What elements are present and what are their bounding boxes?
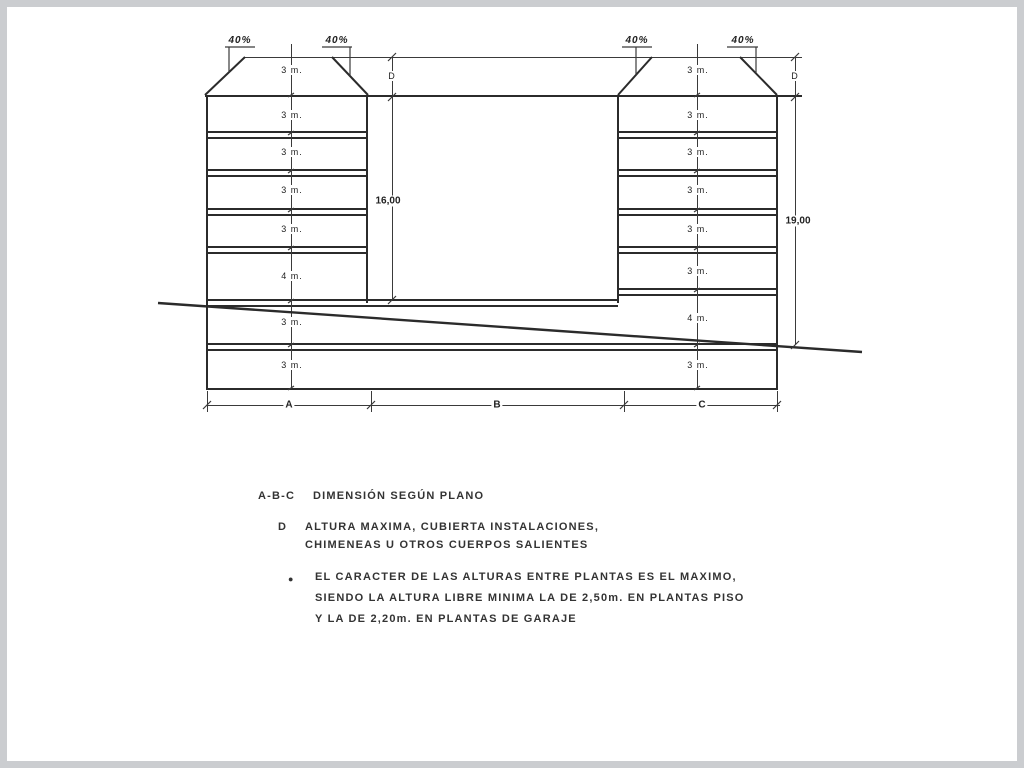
grade-line bbox=[158, 303, 862, 352]
floor-height-label: 4 m. bbox=[281, 271, 303, 281]
left-roof-left-slope bbox=[205, 57, 245, 95]
legend-d-term: D bbox=[278, 521, 288, 533]
legend-abc-definition: DIMENSIÓN SEGÚN PLANO bbox=[313, 490, 485, 502]
floor-height-label: 3 m. bbox=[281, 185, 303, 195]
note-line3: Y LA DE 2,20m. EN PLANTAS DE GARAJE bbox=[315, 613, 577, 625]
legend-d-definition-line1: ALTURA MAXIMA, CUBIERTA INSTALACIONES, bbox=[305, 521, 600, 533]
roof-dim-label: D bbox=[791, 71, 799, 81]
roof-dim-label: D bbox=[388, 71, 396, 81]
width-c-label: C bbox=[698, 399, 706, 411]
floor-height-label: 3 m. bbox=[281, 360, 303, 370]
note-line1: EL CARACTER DE LAS ALTURAS ENTRE PLANTAS ES EL MAXIMO, bbox=[315, 571, 737, 583]
floor-height-label: 3 m. bbox=[281, 317, 303, 327]
right-roof-left-slope bbox=[618, 57, 652, 95]
upper-height-dim-label: 16,00 bbox=[375, 195, 401, 207]
floor-height-label: 3 m. bbox=[281, 65, 303, 75]
floor-height-label: 3 m. bbox=[687, 224, 709, 234]
width-a-label: A bbox=[285, 399, 293, 411]
total-height-dim-label: 19,00 bbox=[785, 215, 811, 227]
diagonal-linework bbox=[7, 7, 1017, 761]
floor-height-label: 3 m. bbox=[687, 147, 709, 157]
right-roof-right-slope bbox=[740, 57, 777, 95]
legend-d-definition-line2: CHIMENEAS U OTROS CUERPOS SALIENTES bbox=[305, 539, 589, 551]
floor-height-label: 3 m. bbox=[281, 110, 303, 120]
floor-height-label: 3 m. bbox=[281, 147, 303, 157]
legend-abc-term: A-B-C bbox=[258, 490, 296, 502]
roof-slope-label: 40% bbox=[731, 35, 755, 46]
drawing-sheet bbox=[7, 7, 1017, 761]
width-b-label: B bbox=[493, 399, 501, 411]
floor-height-label: 3 m. bbox=[281, 224, 303, 234]
floor-height-label: 3 m. bbox=[687, 360, 709, 370]
floor-height-label: 3 m. bbox=[687, 185, 709, 195]
floor-height-label: 3 m. bbox=[687, 266, 709, 276]
floor-height-label: 4 m. bbox=[687, 313, 709, 323]
roof-slope-label: 40% bbox=[228, 35, 252, 46]
note-bullet-icon: ● bbox=[288, 574, 294, 584]
floor-height-label: 3 m. bbox=[687, 65, 709, 75]
roof-slope-label: 40% bbox=[325, 35, 349, 46]
note-line2: SIENDO LA ALTURA LIBRE MINIMA LA DE 2,50m. EN PLANTAS PISO bbox=[315, 592, 745, 604]
roof-slope-label: 40% bbox=[625, 35, 649, 46]
floor-height-label: 3 m. bbox=[687, 110, 709, 120]
